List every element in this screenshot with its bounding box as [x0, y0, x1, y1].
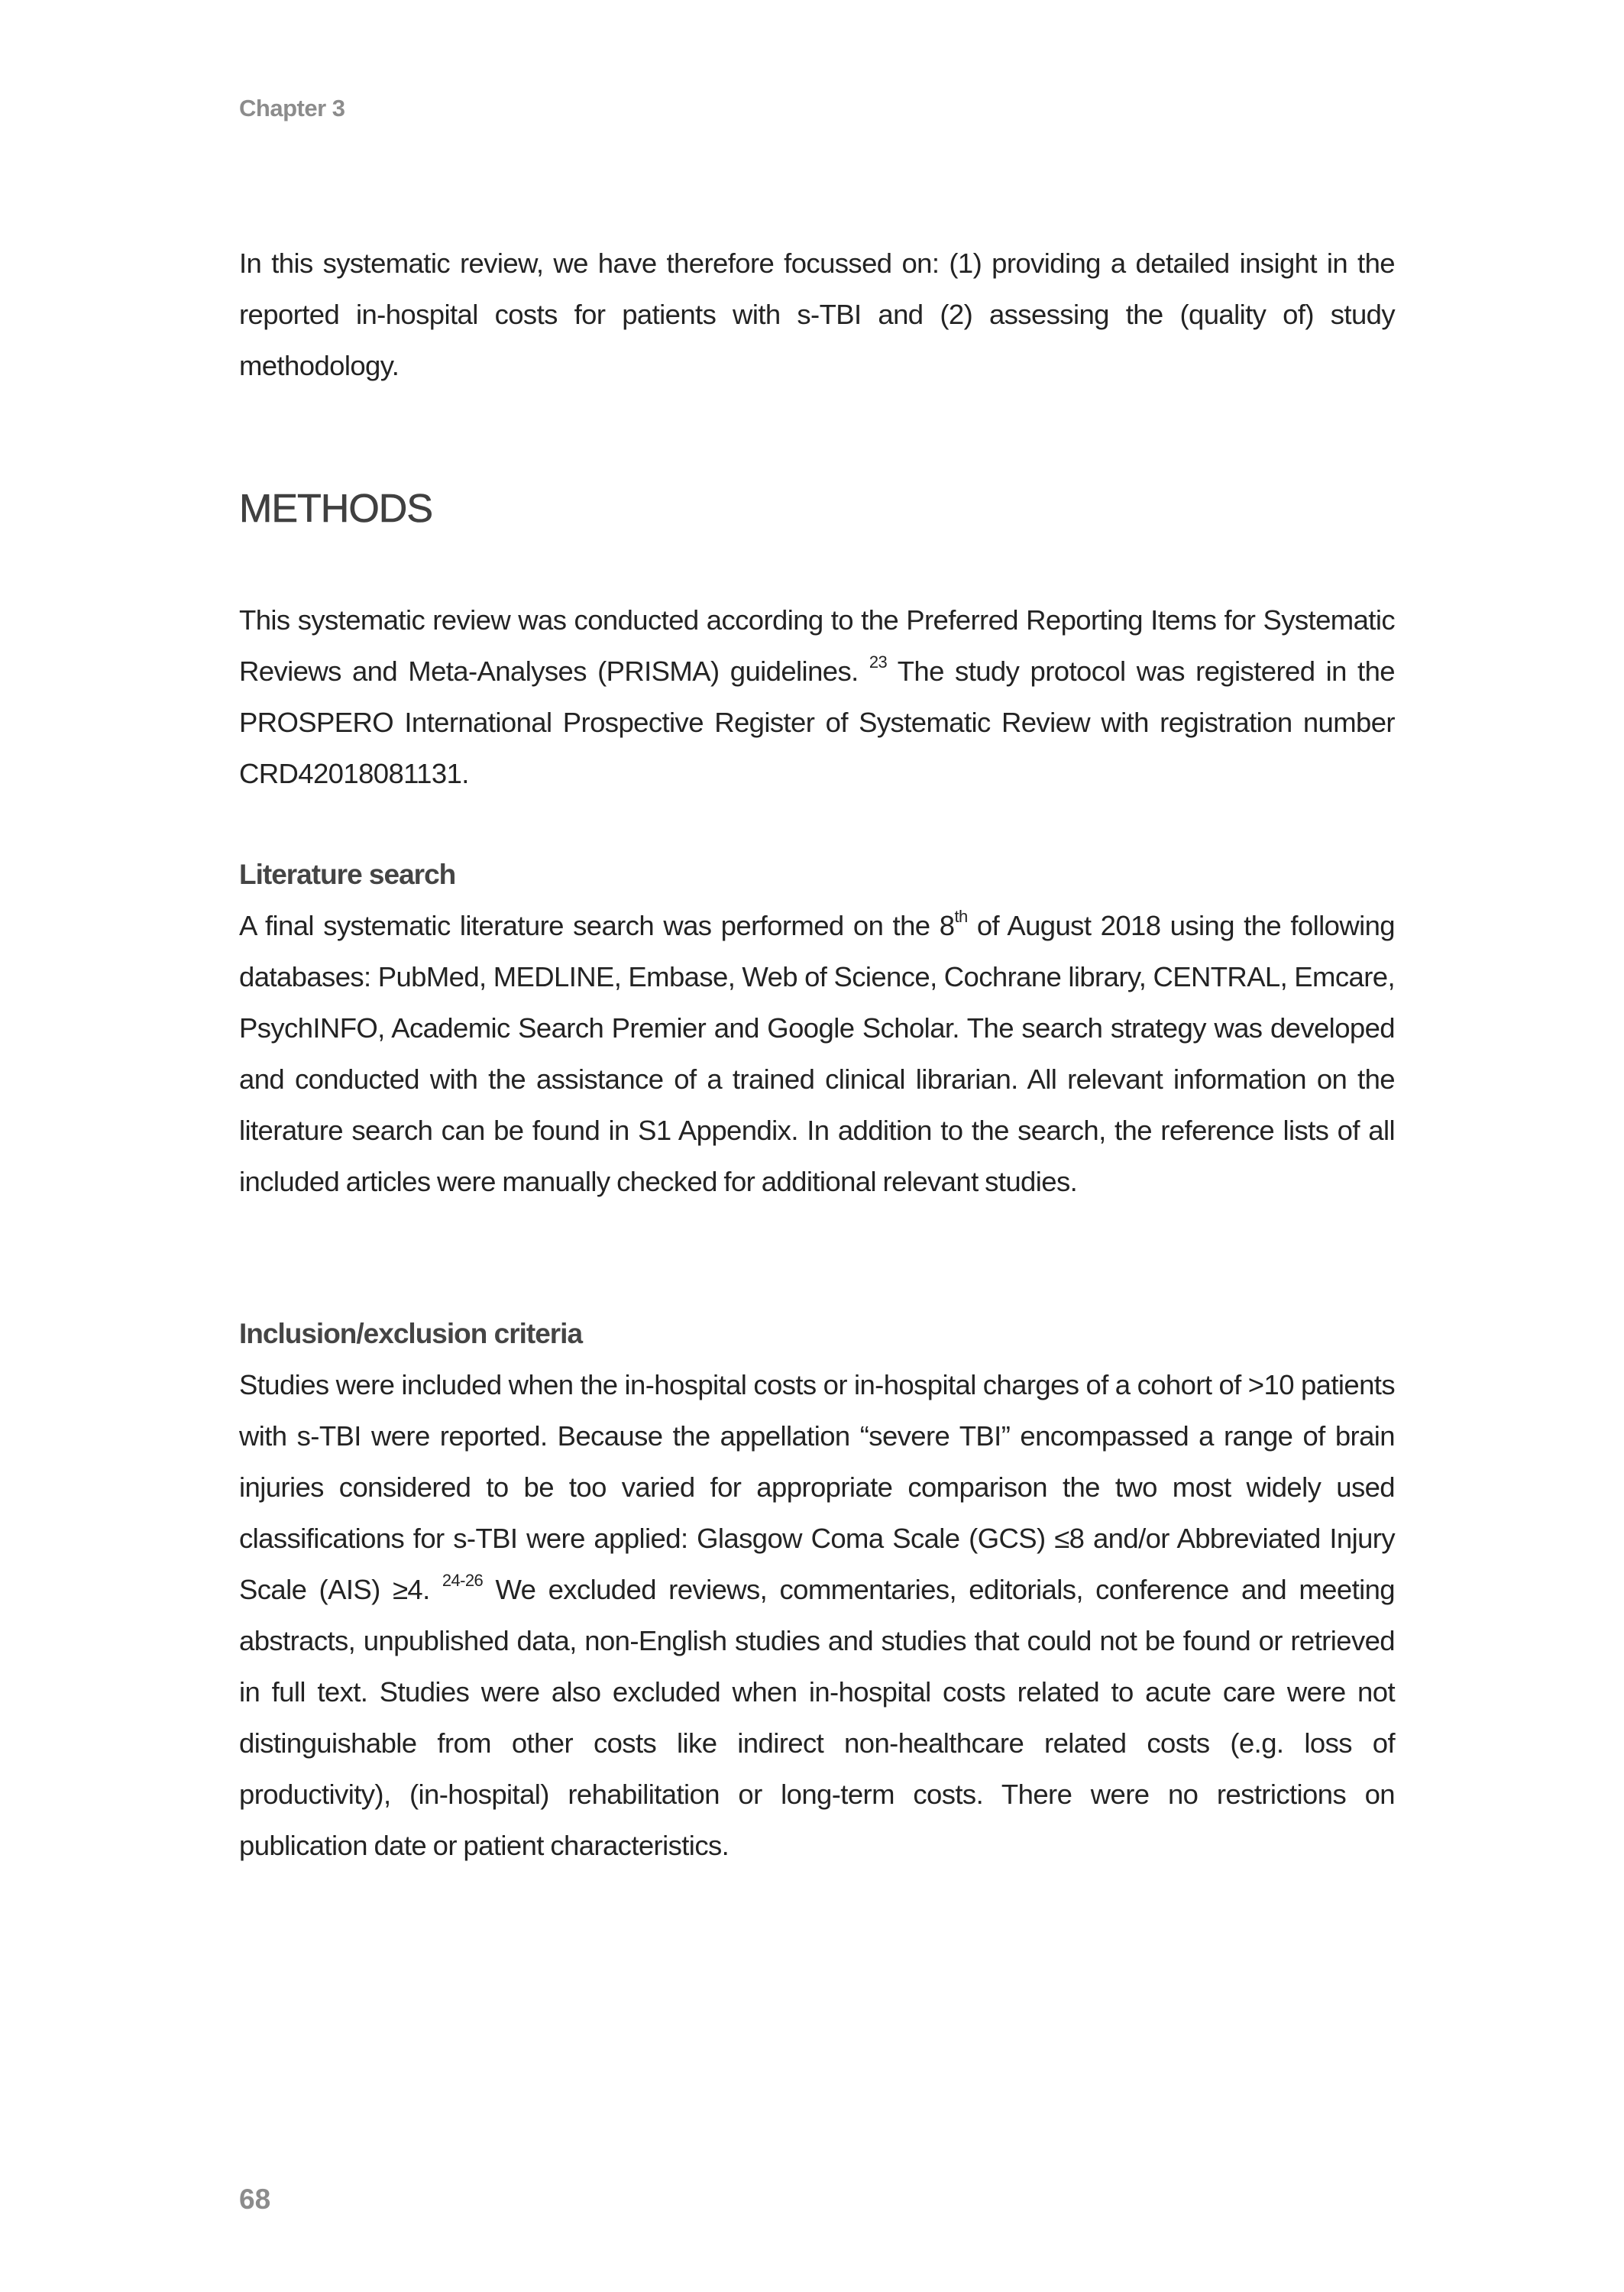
inclusion-exclusion-paragraph	[239, 1359, 1395, 1871]
inclusion-text-1: Studies were included when the in-hospital costs or in-hospital charges of a cohort of >10 patients with s-TBI were reported. Because the appellation “severe TBI” encompassed a range of brain injuries considered to be too varied for appropriate comparison the two most widely used classifications for s-TBI were applied: Glasgow Coma Scale (GCS) ≤8 and/or Abbreviated Injury Scale (AIS) ≥4.	[239, 1369, 1395, 1605]
inclusion-text-2: We excluded reviews, commentaries, editorials, conference and meeting abstracts, unpublished data, non-English studies and studies that could not be found or retrieved in full text. Studies were also excluded when in-hospital costs related to acute care were not distinguishable from other costs like indirect non-healthcare related costs (e.g. loss of productivity), (in-hospital) rehabilitation or long-term costs. There were no restrictions on publication date or patient characteristics.	[239, 1574, 1396, 1861]
intro-paragraph: In this systematic review, we have therefore focussed on: (1) providing a detailed insight in the reported in-hospital costs for patients with s-TBI and (2) assessing the (quality of) study methodology.	[239, 248, 1395, 381]
subheading-literature-search: Literature search	[239, 859, 456, 890]
subheading-inclusion-exclusion: Inclusion/exclusion criteria	[239, 1318, 583, 1349]
literature-search-paragraph	[239, 900, 1395, 1207]
literature-text-2: of August 2018 using the following databases: PubMed, MEDLINE, Embase, Web of Science, Cochrane library, CENTRAL, Emcare, PsychINFO, Academic Search Premier and Google Scholar. The search strategy was developed and conducted with the assistance of a trained clinical librarian. All relevant information on the literature search can be found in S1 Appendix. In addition to the search, the reference lists of all included articles were manually checked for additional relevant studies.	[239, 910, 1395, 1197]
ordinal-superscript: th	[954, 906, 968, 926]
methods-text-2: The study protocol was registered in the PROSPERO International Prospective Register of Systematic Review with registration number CRD42018081131.	[239, 656, 1395, 789]
page-number: 68	[239, 2184, 271, 2215]
literature-text-1: A final systematic literature search was performed on the 8	[239, 910, 955, 941]
reference-superscript: 24-26	[442, 1570, 484, 1590]
methods-text-1: This systematic review was conducted according to the Preferred Reporting Items for Systematic Reviews and Meta-Analyses (PRISMA) guidelines.	[239, 604, 1395, 687]
reference-superscript: 23	[869, 652, 888, 672]
running-head: Chapter 3	[239, 95, 345, 121]
methods-paragraph	[239, 594, 1395, 799]
section-heading-methods: METHODS	[239, 487, 432, 531]
